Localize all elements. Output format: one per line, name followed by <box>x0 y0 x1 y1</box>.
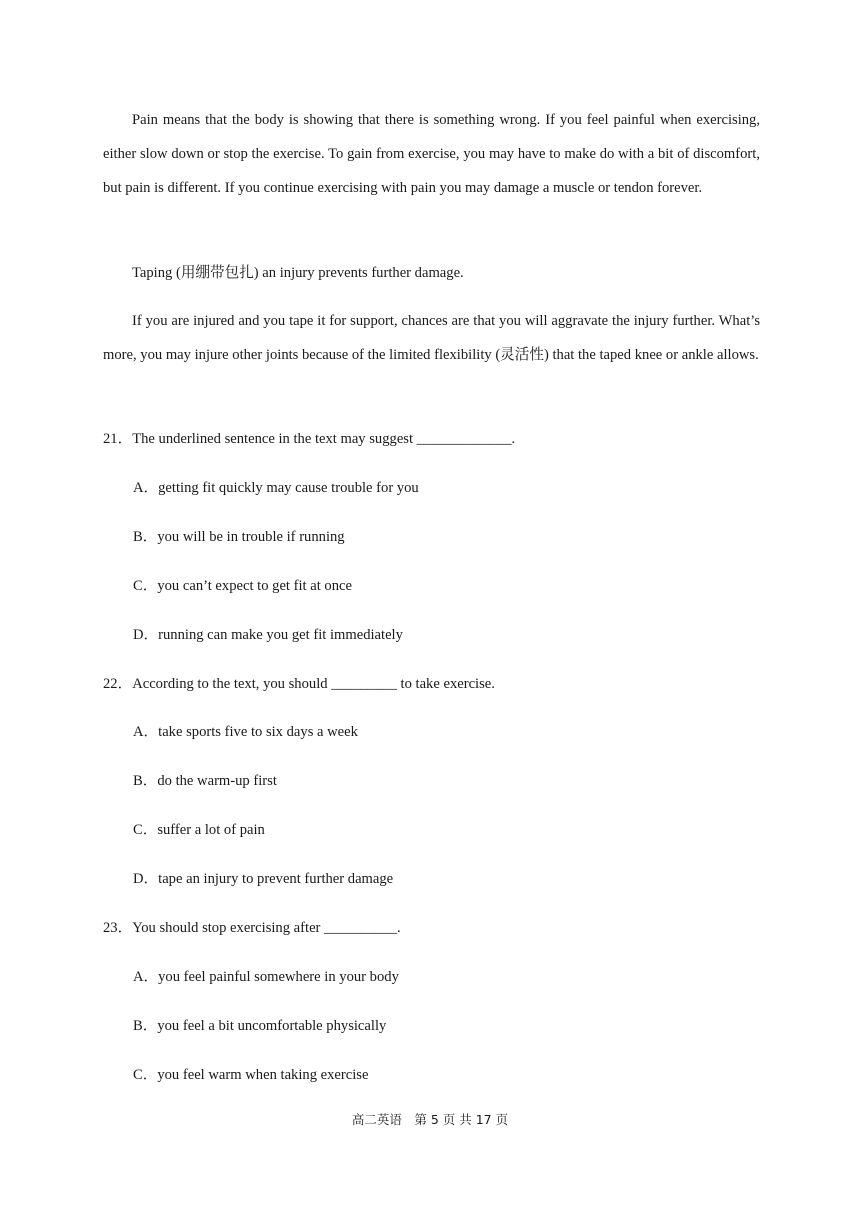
question-21-option-c: C．you can’t expect to get fit at once <box>133 578 352 594</box>
question-22-option-a: A．take sports five to six days a week <box>133 724 358 740</box>
page-footer: 高二英语 第 5 页 共 17 页 <box>351 1112 509 1127</box>
question-21-stem: 21．The underlined sentence in the text may suggest _____________. <box>103 431 516 447</box>
passage-paragraph-1 <box>103 103 760 205</box>
question-21-option-d: D．running can make you get fit immediately <box>133 627 403 643</box>
question-23-stem: 23．You should stop exercising after __________. <box>103 920 401 936</box>
passage-paragraph-2 <box>103 256 760 290</box>
question-23-option-a: A．you feel painful somewhere in your body <box>133 969 399 985</box>
passage-paragraph-3 <box>103 304 760 372</box>
question-21-option-b: B．you will be in trouble if running <box>133 529 345 545</box>
question-22-option-c: C．suffer a lot of pain <box>133 822 265 838</box>
question-22-option-b: B．do the warm-up first <box>133 773 277 789</box>
question-23-option-b: B．you feel a bit uncomfortable physically <box>133 1018 387 1034</box>
question-22-stem: 22．According to the text, you should _________ to take exercise. <box>103 676 495 692</box>
paragraph-text: Taping (用绷带包扎) an injury prevents further damage. <box>132 265 464 281</box>
paragraph-text: If you are injured and you tape it for support, chances are that you will aggravate the injury further. What’s more, you may injure other joints because of the limited flexibility (灵活性) that the taped knee or ankle allows. <box>103 313 760 363</box>
question-23-option-c: C．you feel warm when taking exercise <box>133 1067 369 1083</box>
paragraph-text: Pain means that the body is showing that there is something wrong. If you feel painful when exercising, either slow down or stop the exercise. To gain from exercise, you may have to make do with a bit of discomfort, but pain is different. If you continue exercising with pain you may damage a muscle or tendon forever. <box>103 112 760 196</box>
question-21-option-a: A．getting fit quickly may cause trouble for you <box>133 480 419 496</box>
question-22-option-d: D．tape an injury to prevent further damage <box>133 871 394 887</box>
